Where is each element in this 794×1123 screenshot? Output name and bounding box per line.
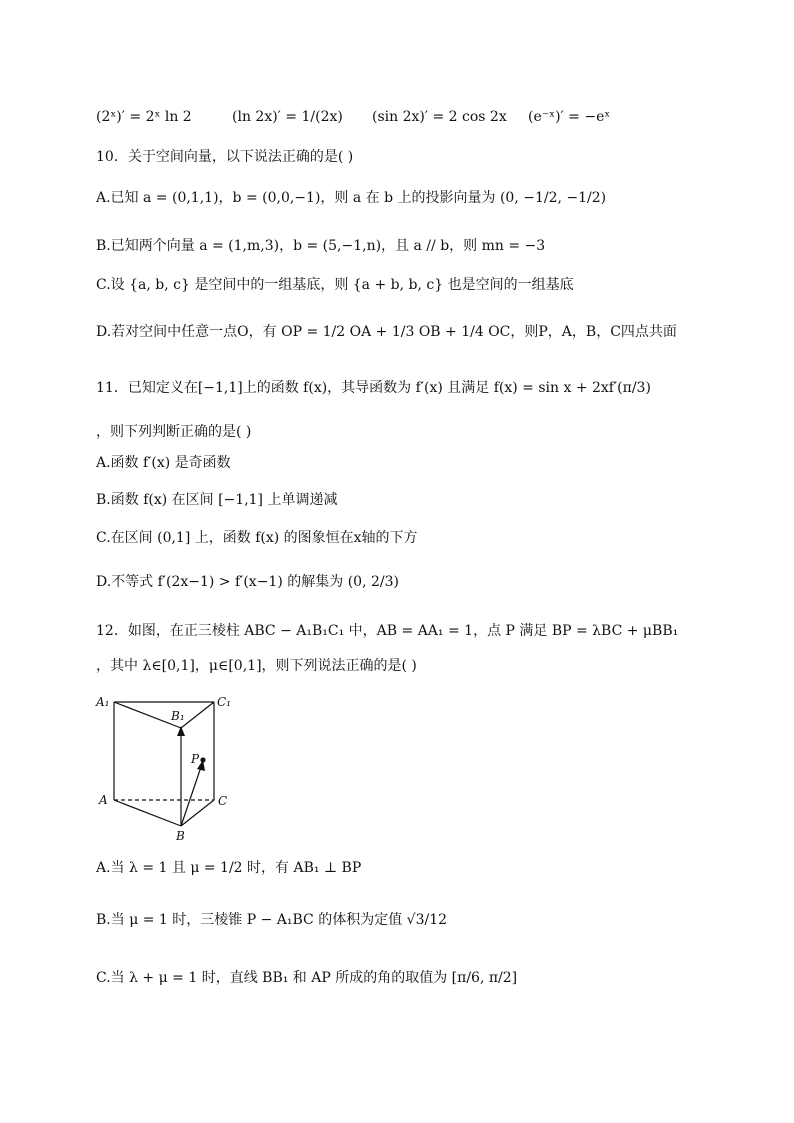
q9-option-b: (ln 2x)′ = 1/(2x): [232, 109, 343, 125]
prism-figure: [90, 690, 250, 845]
q11-option-a: A.函数 f′(x) 是奇函数: [96, 455, 231, 471]
label-p: P: [191, 752, 200, 766]
label-c1: C₁: [217, 695, 231, 709]
q10-option-a: A.已知 a = (0,1,1)，b = (0,0,−1)，则 a 在 b 上的投影向量为 (0, −1/2, −1/2): [96, 190, 607, 206]
q12-option-a: A.当 λ = 1 且 μ = 1/2 时，有 AB₁ ⊥ BP: [96, 860, 362, 876]
q11-option-d: D.不等式 f′(2x−1) > f′(x−1) 的解集为 (0, 2/3): [96, 574, 399, 590]
q11-option-b: B.函数 f(x) 在区间 [−1,1] 上单调递减: [96, 492, 338, 508]
vector-bp: [181, 764, 202, 826]
label-b1: B₁: [171, 709, 185, 723]
q9-option-a: (2ˣ)′ = 2ˣ ln 2: [96, 109, 192, 125]
point-p: [200, 757, 205, 762]
q12-stem-continued: ，其中 λ∈[0,1]，μ∈[0,1]，则下列说法正确的是( ): [96, 658, 417, 674]
label-b: B: [176, 829, 185, 843]
edge-b1-c1: [181, 702, 214, 728]
q12-stem: 12．如图，在正三棱柱 ABC − A₁B₁C₁ 中，AB = AA₁ = 1，点 P 满足 BP = λBC + μBB₁: [96, 623, 679, 639]
label-c: C: [218, 794, 228, 808]
q9-option-d: (e⁻ˣ)′ = −eˣ: [528, 109, 611, 125]
q11-option-c: C.在区间 (0,1] 上，函数 f(x) 的图象恒在x轴的下方: [96, 530, 418, 546]
q10-option-b: B.已知两个向量 a = (1,m,3)，b = (5,−1,n)，且 a // b，则 mn = −3: [96, 238, 546, 254]
edge-a-b: [114, 800, 181, 826]
q11-stem: 11．已知定义在[−1,1]上的函数 f(x)，其导函数为 f′(x) 且满足 f(x) = sin x + 2xf′(π/3): [96, 380, 651, 396]
label-a1: A₁: [96, 695, 110, 709]
q12-option-b: B.当 μ = 1 时，三棱锥 P − A₁BC 的体积为定值 √3/12: [96, 912, 448, 928]
q12-option-c: C.当 λ + μ = 1 时，直线 BB₁ 和 AP 所成的角的取值为 [π/6, π/2]: [96, 970, 518, 986]
q10-option-d: D.若对空间中任意一点O，有 OP = 1/2 OA + 1/3 OB + 1/4 OC，则P，A，B，C四点共面: [96, 324, 677, 340]
label-a: A: [99, 793, 108, 807]
q11-stem-continued: ，则下列判断正确的是( ): [96, 424, 252, 440]
q10-option-c: C.设 {a, b, c} 是空间中的一组基底，则 {a + b, b, c} 也是空间的一组基底: [96, 277, 574, 293]
q10-stem: 10．关于空间向量，以下说法正确的是( ): [96, 149, 354, 165]
q9-option-c: (sin 2x)′ = 2 cos 2x: [372, 109, 507, 125]
